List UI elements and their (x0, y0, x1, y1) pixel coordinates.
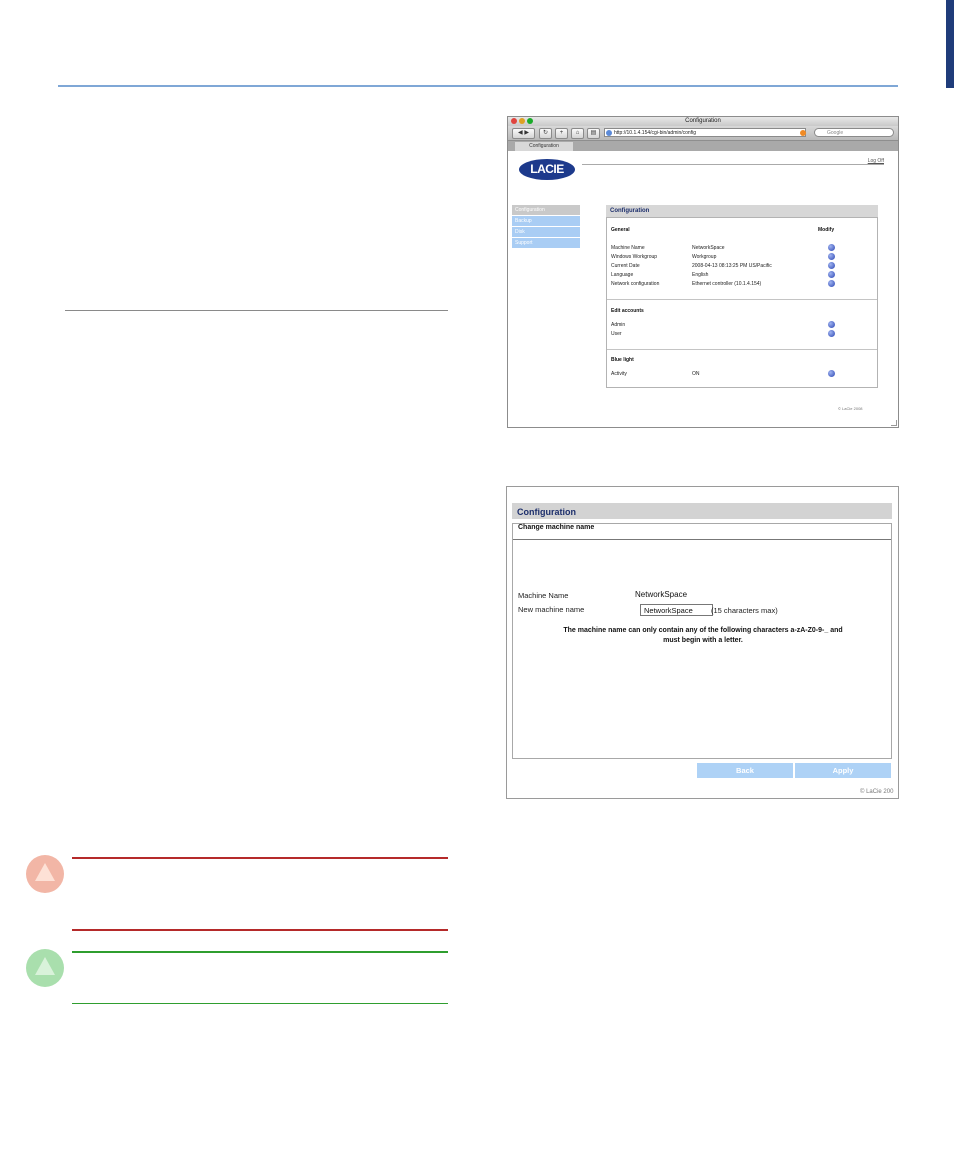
modify-workgroup-icon[interactable] (828, 253, 835, 260)
copyright: © LaCie 2008 (838, 406, 863, 411)
tip-top-rule (72, 951, 448, 953)
row-value: Workgroup (692, 254, 717, 260)
resize-grip-icon[interactable] (891, 420, 897, 426)
machine-name-value: NetworkSpace (635, 590, 688, 599)
chapter-tab (946, 0, 954, 88)
row-label: Network configuration (611, 281, 660, 287)
row-label: User (611, 331, 622, 337)
url-text: http://10.1.4.154/cgi-bin/admin/config (614, 130, 696, 136)
modify-user-icon[interactable] (828, 330, 835, 337)
sidebar-item-disk[interactable]: Disk (512, 227, 580, 237)
apply-button[interactable]: Apply (795, 763, 891, 778)
lacie-logo: LACIE (519, 159, 575, 180)
message-line-2: must begin with a letter. (663, 637, 743, 644)
row-value: English (692, 272, 709, 278)
search-field[interactable] (814, 128, 894, 137)
row-label: Language (611, 272, 634, 278)
bluelight-heading: Blue light (611, 357, 634, 363)
section-divider (607, 299, 877, 300)
sidebar-nav (512, 205, 580, 249)
address-bar[interactable] (604, 128, 806, 137)
site-globe-icon (606, 130, 612, 136)
reload-icon[interactable]: ↻ (539, 128, 552, 139)
modify-language-icon[interactable] (828, 271, 835, 278)
panel-title: Configuration (606, 205, 878, 217)
back-forward-icon[interactable]: ◀ ▶ (512, 128, 535, 139)
max-chars-hint: (15 characters max) (711, 606, 778, 615)
caution-top-rule (72, 857, 448, 859)
new-machine-name-input[interactable] (640, 604, 713, 616)
browser-window-screenshot (507, 116, 899, 428)
general-heading: General (611, 227, 630, 233)
row-value: 2008-04-13 08:13:25 PM US/Pacific (692, 263, 772, 269)
browser-toolbar (508, 126, 898, 141)
change-name-panel (512, 523, 892, 759)
modify-machine-name-icon[interactable] (828, 244, 835, 251)
section-divider (607, 349, 877, 350)
copyright: © LaCie 200 (860, 789, 894, 795)
machine-name-label: Machine Name (518, 591, 569, 600)
panel-subtitle: Change machine name (513, 524, 891, 540)
panel-title: Configuration (512, 503, 892, 519)
change-name-screenshot (506, 486, 899, 799)
modify-activity-icon[interactable] (828, 370, 835, 377)
title-bar (508, 117, 898, 126)
tip-icon (26, 949, 64, 987)
section-divider (65, 310, 448, 311)
window-title: Configuration (685, 118, 721, 124)
add-bookmark-icon[interactable]: + (555, 128, 568, 139)
print-icon[interactable]: ▤ (587, 128, 600, 139)
row-label: Machine Name (611, 245, 645, 251)
row-label: Current Date (611, 263, 640, 269)
modify-date-icon[interactable] (828, 262, 835, 269)
accounts-heading: Edit accounts (611, 308, 644, 314)
modify-network-icon[interactable] (828, 280, 835, 287)
caution-bottom-rule (72, 929, 448, 931)
logoff-link[interactable]: Log Off (867, 158, 884, 164)
sidebar-item-backup[interactable]: Backup (512, 216, 580, 226)
tab-configuration[interactable]: Configuration (515, 142, 573, 151)
sidebar-item-support[interactable]: Support (512, 238, 580, 248)
row-value: Ethernet controller (10.1.4.154) (692, 281, 762, 287)
modify-heading: Modify (818, 227, 835, 233)
row-label: Admin (611, 322, 626, 328)
header-line (582, 164, 884, 165)
tab-strip (508, 141, 898, 151)
caution-icon (26, 855, 64, 893)
sidebar-item-configuration[interactable]: Configuration (512, 205, 580, 215)
row-value: ON (692, 371, 700, 377)
row-label: Windows Workgroup (611, 254, 658, 260)
row-value: NetworkSpace (692, 245, 725, 251)
message-line-1: The machine name can only contain any of the following characters a-zA-Z0-9-_ and (563, 627, 843, 634)
row-label: Activity (611, 371, 627, 377)
rss-icon[interactable] (800, 130, 806, 136)
new-name-label: New machine name (518, 605, 585, 614)
configuration-panel (606, 217, 878, 388)
validation-message (513, 626, 893, 646)
search-placeholder: Google (827, 130, 844, 136)
modify-admin-icon[interactable] (828, 321, 835, 328)
back-button[interactable]: Back (697, 763, 793, 778)
tip-bottom-rule (72, 1003, 448, 1004)
home-icon[interactable]: ⌂ (571, 128, 584, 139)
header-rule (58, 85, 898, 87)
